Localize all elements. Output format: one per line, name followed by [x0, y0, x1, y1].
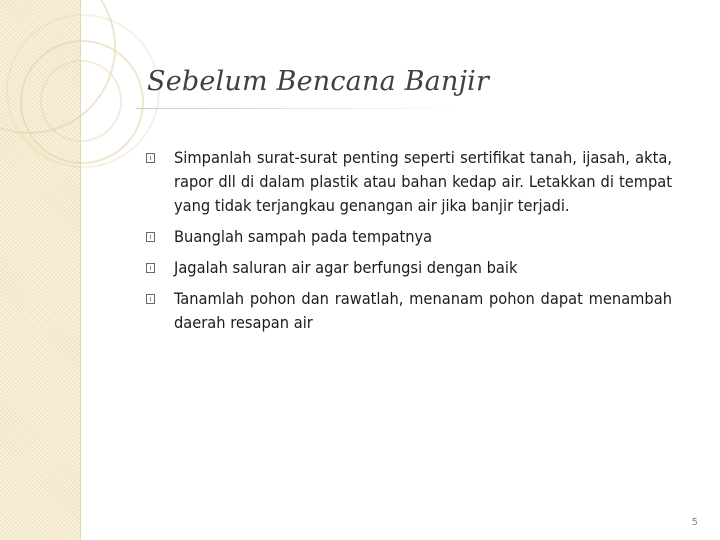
decorative-circle [40, 60, 122, 142]
bullet-list [146, 146, 672, 342]
bullet-box-icon [146, 232, 155, 242]
slide-title: Sebelum Bencana Banjir [147, 66, 490, 97]
list-item [146, 256, 672, 280]
list-item-text: Jagalah saluran air agar berfungsi dengan baik [174, 258, 518, 277]
bullet-box-icon [146, 263, 155, 273]
title-underline [136, 108, 466, 109]
list-item-text: Buanglah sampah pada tempatnya [174, 227, 433, 246]
list-item-text: Simpanlah surat-surat penting seperti sertifikat tanah, ijasah, akta, rapor dll di dalam plastik atau bahan kedap air. Letakkan di tempat yang tidak terjangkau genangan air jika banjir terjadi. [174, 148, 672, 215]
list-item [146, 146, 672, 218]
list-item [146, 287, 672, 335]
page-number: 5 [691, 517, 698, 528]
list-item-text: Tanamlah pohon dan rawatlah, menanam pohon dapat menambah daerah resapan air [174, 289, 672, 332]
bullet-box-icon [146, 153, 155, 163]
bullet-box-icon [146, 294, 155, 304]
list-item [146, 225, 672, 249]
